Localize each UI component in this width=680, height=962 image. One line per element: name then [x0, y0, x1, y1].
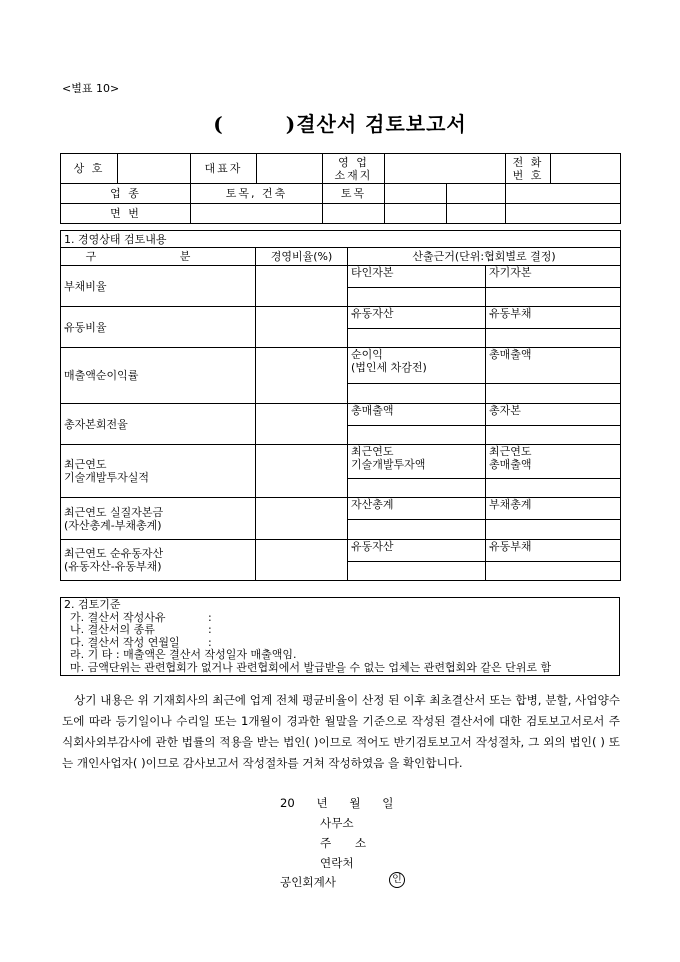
basis-a-line1: 자산총계: [351, 498, 394, 511]
license-field-3[interactable]: [385, 204, 447, 224]
basis-b-label: [486, 445, 621, 479]
basis-a-value[interactable]: [348, 329, 486, 348]
annex-label: <별표 10>: [62, 82, 120, 95]
criteria-label: 다. 결산서 작성 연월일: [70, 635, 180, 649]
license-label: 면 번: [61, 204, 191, 224]
ratio-row-name: [61, 445, 256, 498]
ratio-name-line1: 총자본회전율: [64, 417, 128, 431]
phone-label-2: 번 호: [512, 168, 544, 182]
industry-label: 업 종: [61, 184, 191, 204]
signature-cpa: 공인회계사: [280, 875, 336, 889]
ratio-row-name: [61, 540, 256, 581]
title-paren-open: (: [213, 112, 224, 136]
basis-b-line1: 유동부채: [489, 540, 532, 553]
license-field-2[interactable]: [323, 204, 385, 224]
criteria-item-other: 라. 기 타 : 매출액은 결산서 작성일자 매출액임.: [70, 648, 297, 661]
basis-b-line1: 부채총계: [489, 498, 532, 511]
industry-field-5[interactable]: [506, 184, 621, 204]
title-paren-close: ): [285, 112, 297, 136]
basis-a-label: [348, 307, 486, 329]
basis-b-value[interactable]: [486, 288, 621, 307]
signature-address: 주 소: [320, 836, 377, 850]
ratio-name-line2: (유동자산-유동부채): [64, 560, 162, 573]
business-location-label-2: 소재지: [334, 168, 373, 182]
representative-field[interactable]: [257, 154, 323, 184]
industry-value[interactable]: 토목, 건축: [191, 184, 323, 204]
phone-field[interactable]: [551, 154, 621, 184]
ratio-name-line1: 최근연도 실질자본금: [64, 505, 164, 519]
basis-b-line1: 최근연도: [489, 445, 532, 458]
basis-b-value[interactable]: [486, 562, 621, 581]
license-field-4[interactable]: [447, 204, 506, 224]
section1-title: 1. 경영상태 검토내용: [61, 231, 621, 248]
basis-a-label: [348, 498, 486, 520]
criteria-label: 가. 결산서 작성사유: [70, 610, 166, 624]
basis-b-value[interactable]: [486, 426, 621, 445]
license-field-5[interactable]: [506, 204, 621, 224]
criteria-label: 나. 결산서의 종류: [70, 623, 155, 636]
basis-b-line2: 총매출액: [489, 458, 532, 471]
basis-b-line1: 총자본: [489, 404, 521, 417]
section2-title: 2. 검토기준: [64, 598, 121, 611]
column-header-ratio: 경영비율(%): [256, 248, 348, 266]
basis-b-line1: 유동부채: [489, 307, 532, 320]
basis-a-line1: 최근연도: [351, 445, 394, 458]
industry-field-3[interactable]: [385, 184, 447, 204]
business-location-field[interactable]: [385, 154, 506, 184]
company-info-table: [60, 153, 621, 224]
ratio-value-field[interactable]: [256, 348, 348, 404]
ratio-name-line1: 유동비율: [64, 320, 107, 334]
ratio-value-field[interactable]: [256, 307, 348, 348]
management-status-table: [60, 230, 621, 581]
ratio-row-name: [61, 266, 256, 307]
column-header-basis: 산출근거(단위:협회별로 결정): [348, 248, 621, 266]
ratio-row-name: [61, 307, 256, 348]
signature-date: 20 년 월 일: [280, 796, 394, 810]
company-name-field[interactable]: [118, 154, 191, 184]
basis-b-label: [486, 307, 621, 329]
industry-value-2[interactable]: 토목: [323, 184, 385, 204]
business-location-label-1: 영 업: [338, 155, 369, 169]
review-criteria-cell: [61, 598, 620, 676]
criteria-sep: :: [208, 635, 212, 649]
basis-a-label: [348, 266, 486, 288]
basis-b-line1: 자기자본: [489, 266, 532, 279]
basis-a-line2: (법인세 차감전): [351, 361, 427, 374]
basis-b-value[interactable]: [486, 520, 621, 540]
criteria-item-unit: 마. 금액단위는 관련협회가 없거나 관련협회에서 발급받을 수 없는 업체는 관련협회와 같은 단위로 함: [70, 660, 552, 674]
confirmation-text: 상기 내용은 위 기재회사의 최근에 업계 전체 평균비율이 산정 된 이후 최초결산서 또는 합병, 분할, 사업양수도에 따라 등기일이나 수리일 또는 1개월이 경과한 월말을 기준으로 작성된 결산서에 대한 검토보고서로서 주식회사외부감사에 관한 법률의 적용을 받는 법인( )이므로 적어도 반기검토보고서 작성절차, 그 외의 법인( ) 또는 개인사업자( )이므로 감사보고서 작성절차를 거쳐 작성하였음 을 확인합니다.: [62, 693, 620, 770]
basis-b-label: [486, 404, 621, 426]
basis-b-label: [486, 498, 621, 520]
document-title: [0, 108, 680, 137]
basis-a-line1: 총매출액: [351, 404, 394, 417]
basis-a-value[interactable]: [348, 288, 486, 307]
basis-a-line1: 순이익: [351, 348, 383, 361]
basis-b-label: [486, 266, 621, 288]
basis-a-value[interactable]: [348, 562, 486, 581]
license-field-1[interactable]: [191, 204, 323, 224]
review-criteria-table: [60, 597, 620, 676]
ratio-row-name: [61, 404, 256, 445]
phone-label: [506, 154, 551, 184]
basis-b-value[interactable]: [486, 384, 621, 404]
company-name-label: 상 호: [61, 154, 118, 184]
business-location-label: [323, 154, 385, 184]
representative-label: 대표자: [191, 154, 257, 184]
basis-a-label: [348, 348, 486, 384]
criteria-item-type: [64, 624, 616, 637]
basis-a-value[interactable]: [348, 520, 486, 540]
basis-a-line1: 유동자산: [351, 307, 394, 320]
ratio-name-line2: 기술개발투자실적: [64, 471, 150, 484]
ratio-value-field[interactable]: [256, 540, 348, 581]
basis-a-value[interactable]: [348, 384, 486, 404]
ratio-value-field[interactable]: [256, 404, 348, 445]
basis-b-value[interactable]: [486, 329, 621, 348]
confirmation-paragraph: [62, 690, 620, 774]
basis-b-line1: 총매출액: [489, 348, 532, 361]
signature-contact: 연락처: [320, 856, 354, 870]
ratio-name-line1: 부채비율: [64, 279, 107, 293]
basis-a-line2: 기술개발투자액: [351, 458, 426, 471]
ratio-value-field[interactable]: [256, 445, 348, 498]
seal-mark: 인: [389, 872, 405, 888]
basis-b-label: [486, 540, 621, 562]
phone-label-1: 전 화: [512, 155, 544, 169]
ratio-name-line2: (자산총계-부채총계): [64, 518, 162, 532]
ratio-row-name: [61, 498, 256, 540]
ratio-name-line1: 최근연도: [64, 458, 107, 471]
signature-office: 사무소: [320, 816, 354, 830]
basis-a-label: [348, 404, 486, 426]
basis-a-value[interactable]: [348, 479, 486, 498]
criteria-sep: :: [208, 623, 212, 636]
criteria-sep: :: [208, 610, 212, 624]
basis-a-label: [348, 445, 486, 479]
basis-a-line1: 타인자본: [351, 266, 394, 279]
ratio-row-name: [61, 348, 256, 404]
industry-field-4[interactable]: [447, 184, 506, 204]
ratio-name-line1: 매출액순이익률: [64, 369, 139, 382]
column-header-category: 구 분: [61, 248, 256, 266]
basis-b-value[interactable]: [486, 479, 621, 498]
title-text: 결산서 검토보고서: [296, 112, 467, 136]
basis-b-label: [486, 348, 621, 384]
basis-a-line1: 유동자산: [351, 540, 394, 553]
basis-a-value[interactable]: [348, 426, 486, 445]
basis-a-label: [348, 540, 486, 562]
ratio-value-field[interactable]: [256, 498, 348, 540]
ratio-value-field[interactable]: [256, 266, 348, 307]
ratio-name-line1: 최근연도 순유동자산: [64, 547, 164, 560]
